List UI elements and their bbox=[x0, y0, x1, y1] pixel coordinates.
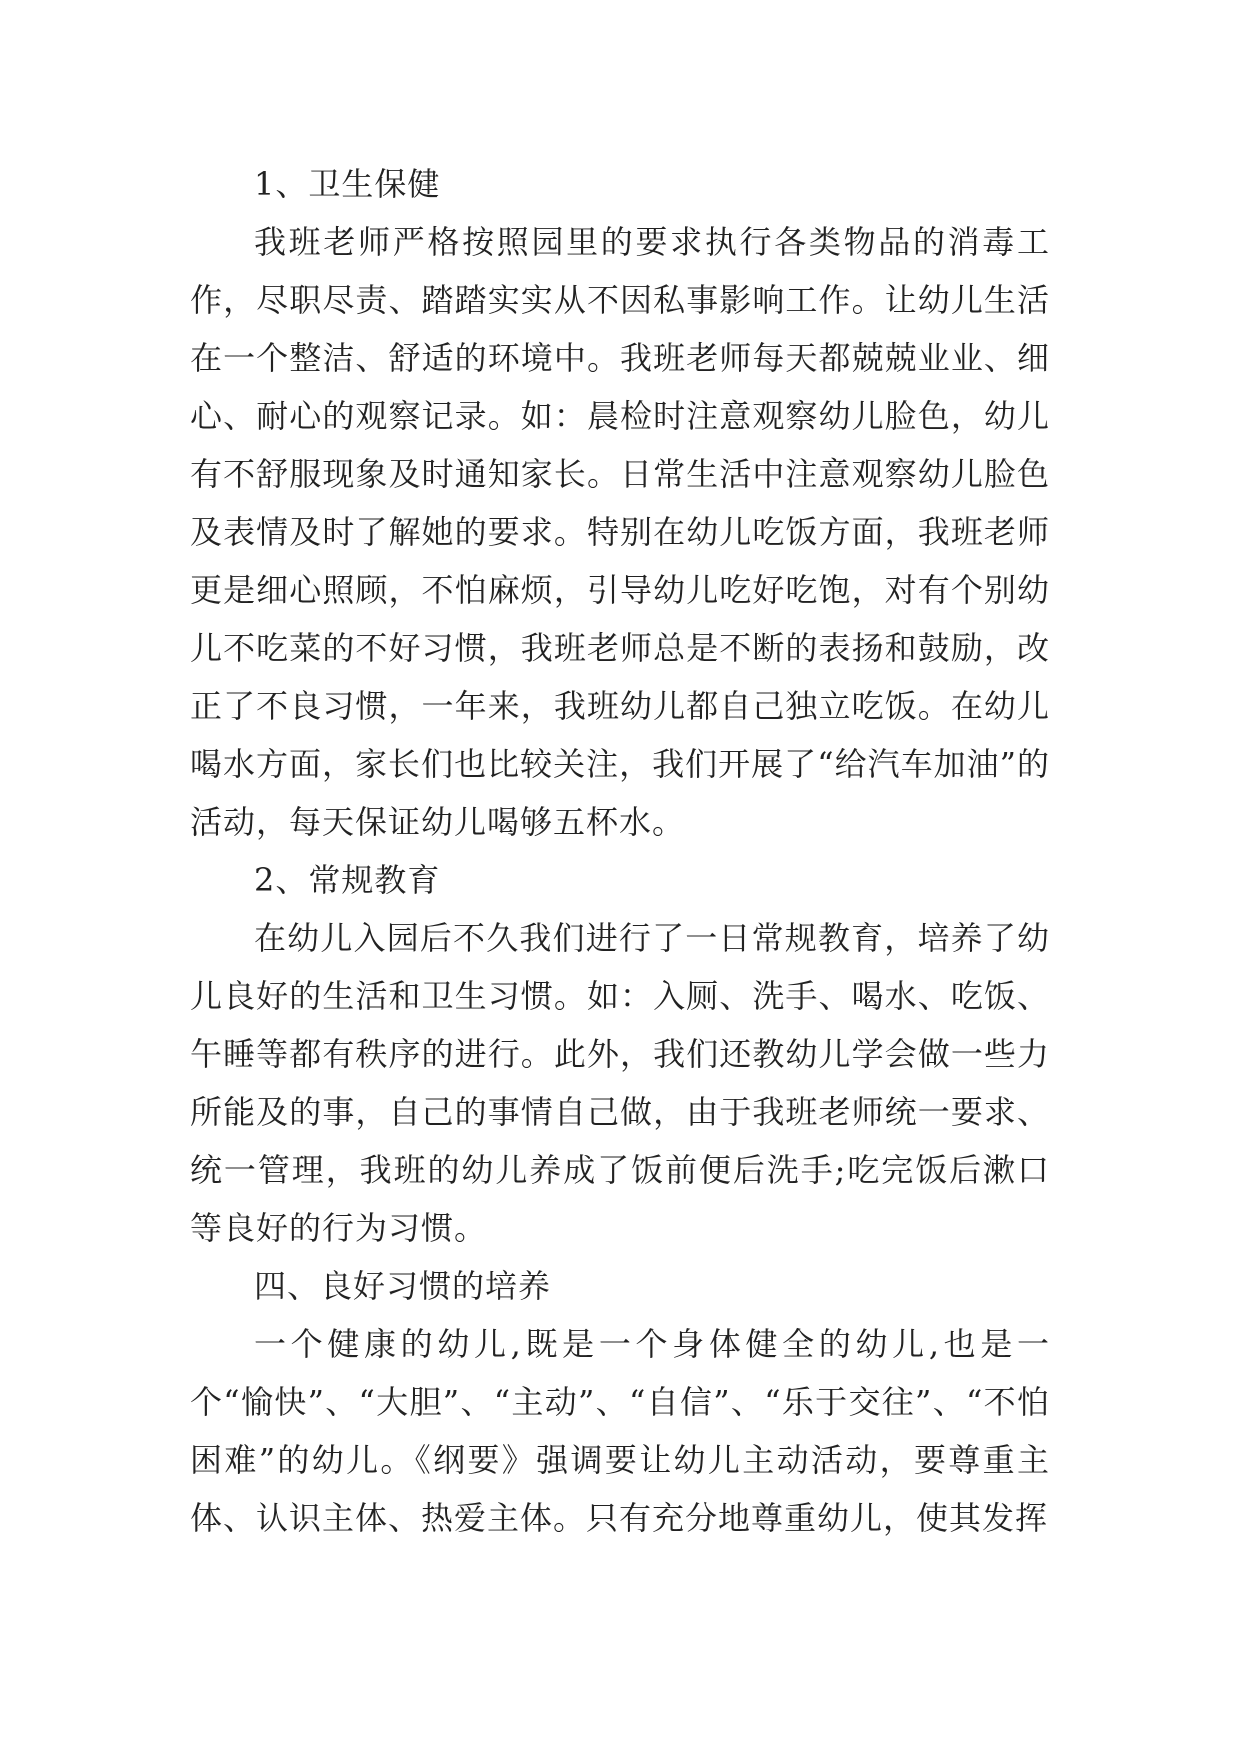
section-heading-habits: 四、良好习惯的培养 bbox=[254, 1267, 552, 1305]
paragraph-routine: 在幼儿入园后不久我们进行了一日常规教育，培养了幼儿良好的生活和卫生习惯。如：入厕、洗手、喝水、吃饭、午睡等都有秩序的进行。此外，我们还教幼儿学会做一些力所能及的事，自己的事情自己做，由于我班老师统一要求、统一管理，我班的幼儿养成了饭前便后洗手;吃完饭后漱口等良好的行为习惯。 bbox=[190, 919, 1050, 1247]
paragraph-hygiene: 我班老师严格按照园里的要求执行各类物品的消毒工作，尽职尽责、踏踏实实从不因私事影响工作。让幼儿生活在一个整洁、舒适的环境中。我班老师每天都兢兢业业、细心、耐心的观察记录。如：晨检时注意观察幼儿脸色，幼儿有不舒服现象及时通知家长。日常生活中注意观察幼儿脸色及表情及时了解她的要求。特别在幼儿吃饭方面，我班老师更是细心照顾，不怕麻烦，引导幼儿吃好吃饱，对有个别幼儿不吃菜的不好习惯，我班老师总是不断的表扬和鼓励，改正了不良习惯，一年来，我班幼儿都自己独立吃饭。在幼儿喝水方面，家长们也比较关注，我们开展了“给汽车加油”的活动，每天保证幼儿喝够五杯水。 bbox=[190, 223, 1050, 841]
section-heading-routine: 2、常规教育 bbox=[254, 861, 441, 899]
section-heading-hygiene: 1、卫生保健 bbox=[254, 165, 441, 203]
paragraph-habits: 一个健康的幼儿,既是一个身体健全的幼儿,也是一个“愉快”、“大胆”、“主动”、“自信”、“乐于交往”、“不怕困难”的幼儿。《纲要》强调要让幼儿主动活动，要尊重主体、认识主体、热爱主体。只有充分地尊重幼儿，使其发挥 bbox=[190, 1325, 1050, 1537]
document-body bbox=[190, 155, 1050, 1547]
